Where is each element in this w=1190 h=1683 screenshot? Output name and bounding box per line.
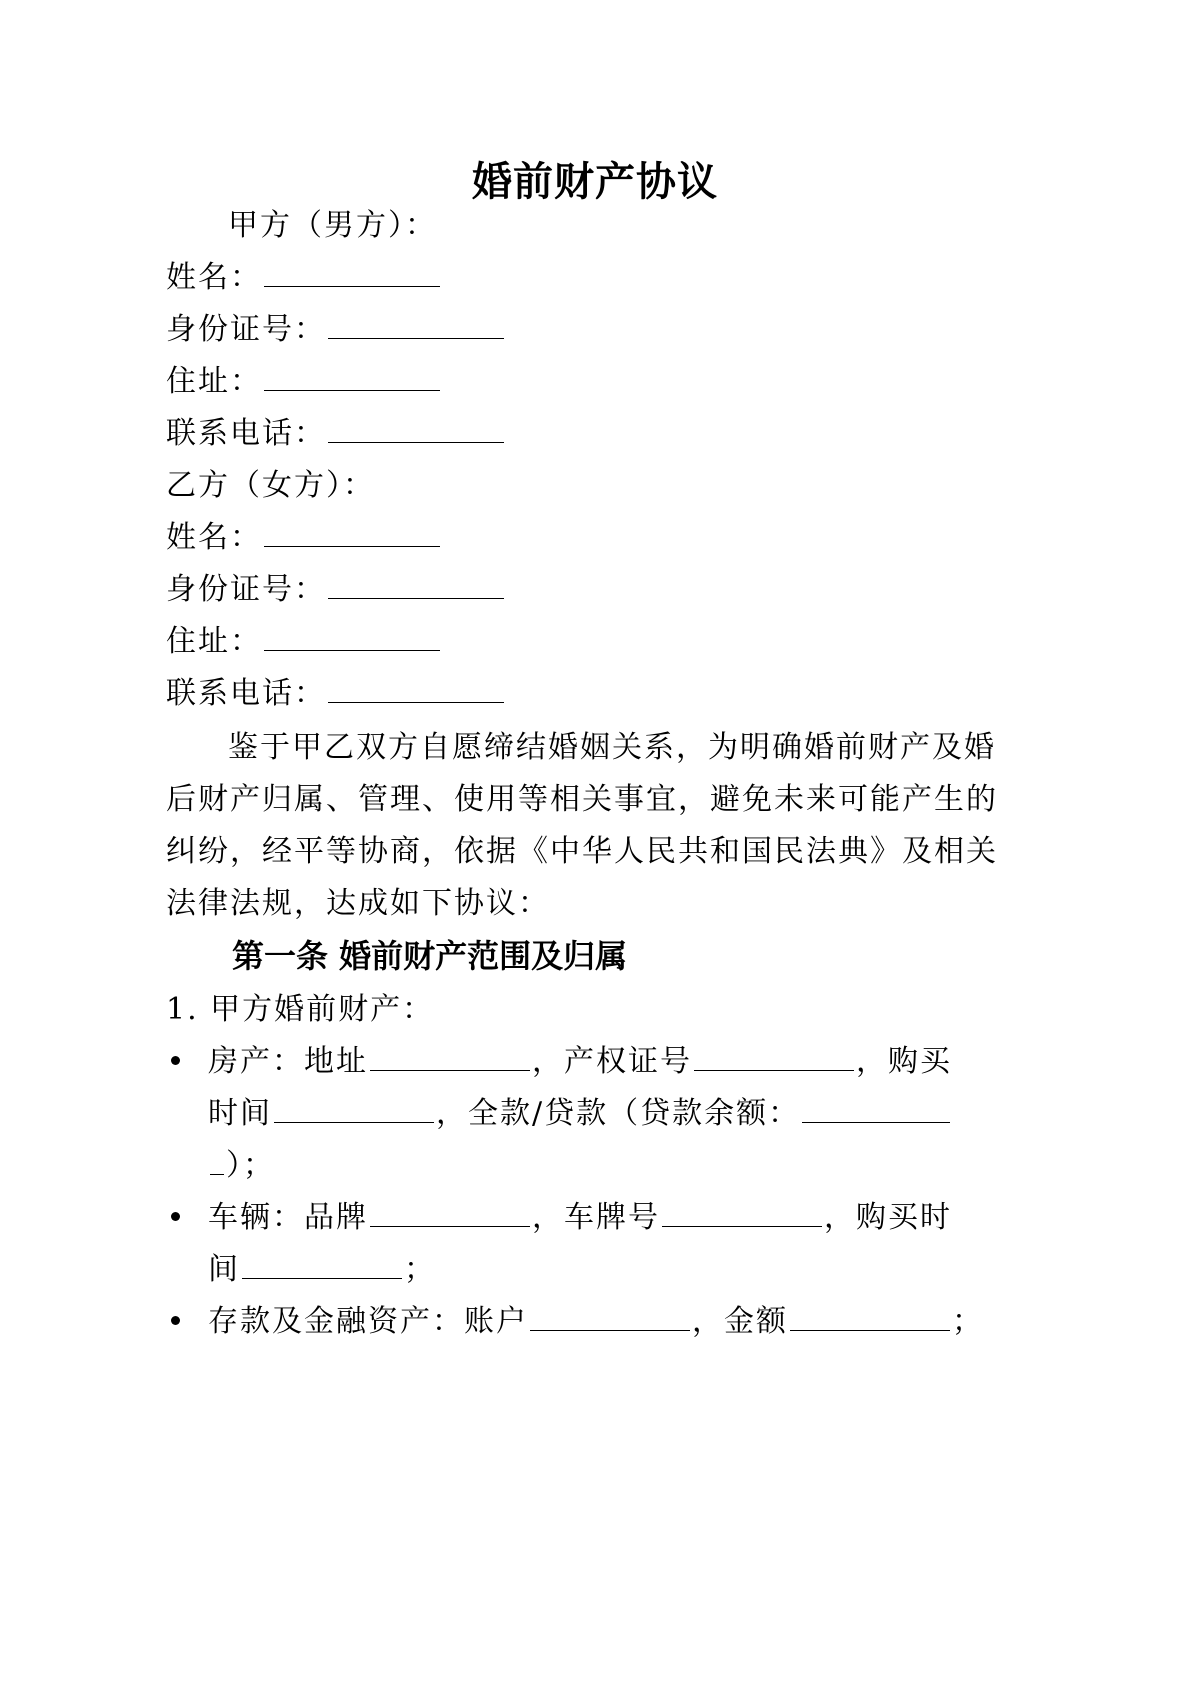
preamble-line-1: 鉴于甲乙双方自愿缔结婚姻关系，为明确婚前财产及婚 [228, 730, 996, 765]
party-a-address-row [166, 354, 442, 410]
party-b-address-label: 住址： [166, 624, 262, 659]
vehicle-line-1 [208, 1190, 952, 1246]
vehicle-brand-field[interactable] [370, 1192, 530, 1227]
party-b-name-field[interactable] [264, 512, 440, 547]
vehicle-buy-label: ，购买时 [824, 1200, 952, 1235]
party-b-id-field[interactable] [328, 564, 504, 599]
party-b-phone-field[interactable] [328, 668, 504, 703]
party-b-id-row [166, 562, 506, 618]
house-cert-field[interactable] [694, 1036, 854, 1071]
bullet-dot [171, 1316, 180, 1325]
party-a-id-label: 身份证号： [166, 312, 326, 347]
party-a-address-label: 住址： [166, 364, 262, 399]
preamble-line-2: 后财产归属、管理、使用等相关事宜，避免未来可能产生的 [166, 782, 998, 817]
deposit-amount-label: ，金额 [692, 1304, 788, 1339]
document-title: 婚前财产协议 [472, 159, 718, 205]
party-a-name-label: 姓名： [166, 260, 262, 295]
preamble-line-4: 法律法规，达成如下协议： [166, 886, 550, 921]
house-loan-field[interactable] [802, 1088, 950, 1123]
party-a-name-field[interactable] [264, 252, 440, 287]
vehicle-time-field[interactable] [242, 1244, 402, 1279]
party-b-name-row [166, 510, 442, 566]
article-1-heading: 第一条 婚前财产范围及归属 [232, 937, 628, 975]
house-pay-label: ，全款/贷款（贷款余额： [436, 1096, 801, 1131]
party-b-address-field[interactable] [264, 616, 440, 651]
party-a-phone-label: 联系电话： [166, 416, 326, 451]
party-b-id-label: 身份证号： [166, 572, 326, 607]
bullet-dot [171, 1212, 180, 1221]
deposit-line-1 [208, 1294, 984, 1350]
deposit-amount-field[interactable] [790, 1296, 950, 1331]
party-b-phone-label: 联系电话： [166, 676, 326, 711]
house-line-2 [208, 1086, 952, 1142]
house-address-field[interactable] [370, 1036, 530, 1071]
house-close: ）； [226, 1148, 275, 1183]
article-1-item-1: 1. 甲方婚前财产： [166, 992, 435, 1027]
vehicle-prefix: 车辆：品牌 [208, 1200, 368, 1235]
house-time-field[interactable] [274, 1088, 434, 1123]
vehicle-time-label: 间 [208, 1252, 240, 1287]
house-loan-field-cont[interactable] [210, 1140, 224, 1175]
bullet-dot [171, 1056, 180, 1065]
party-a-phone-field[interactable] [328, 408, 504, 443]
deposit-end: ； [952, 1304, 984, 1339]
house-line-3 [208, 1138, 275, 1194]
preamble-line-3: 纠纷，经平等协商，依据《中华人民共和国民法典》及相关 [166, 834, 998, 869]
house-cert-label: ，产权证号 [532, 1044, 692, 1079]
party-b-name-label: 姓名： [166, 520, 262, 555]
party-b-phone-row [166, 666, 506, 722]
party-a-name-row [166, 250, 442, 306]
deposit-prefix: 存款及金融资产：账户 [208, 1304, 528, 1339]
party-a-id-field[interactable] [328, 304, 504, 339]
house-buy-label: ，购买 [856, 1044, 952, 1079]
party-a-header: 甲方（男方）： [228, 208, 437, 243]
vehicle-end: ； [404, 1252, 436, 1287]
house-time-label: 时间 [208, 1096, 272, 1131]
vehicle-plate-field[interactable] [662, 1192, 822, 1227]
party-b-address-row [166, 614, 442, 670]
party-a-phone-row [166, 406, 506, 462]
house-prefix: 房产：地址 [208, 1044, 368, 1079]
party-b-header: 乙方（女方）： [166, 468, 375, 503]
party-a-address-field[interactable] [264, 356, 440, 391]
vehicle-line-2 [208, 1242, 436, 1298]
party-a-id-row [166, 302, 506, 358]
vehicle-plate-label: ，车牌号 [532, 1200, 660, 1235]
house-line-1 [208, 1034, 952, 1090]
deposit-account-field[interactable] [530, 1296, 690, 1331]
